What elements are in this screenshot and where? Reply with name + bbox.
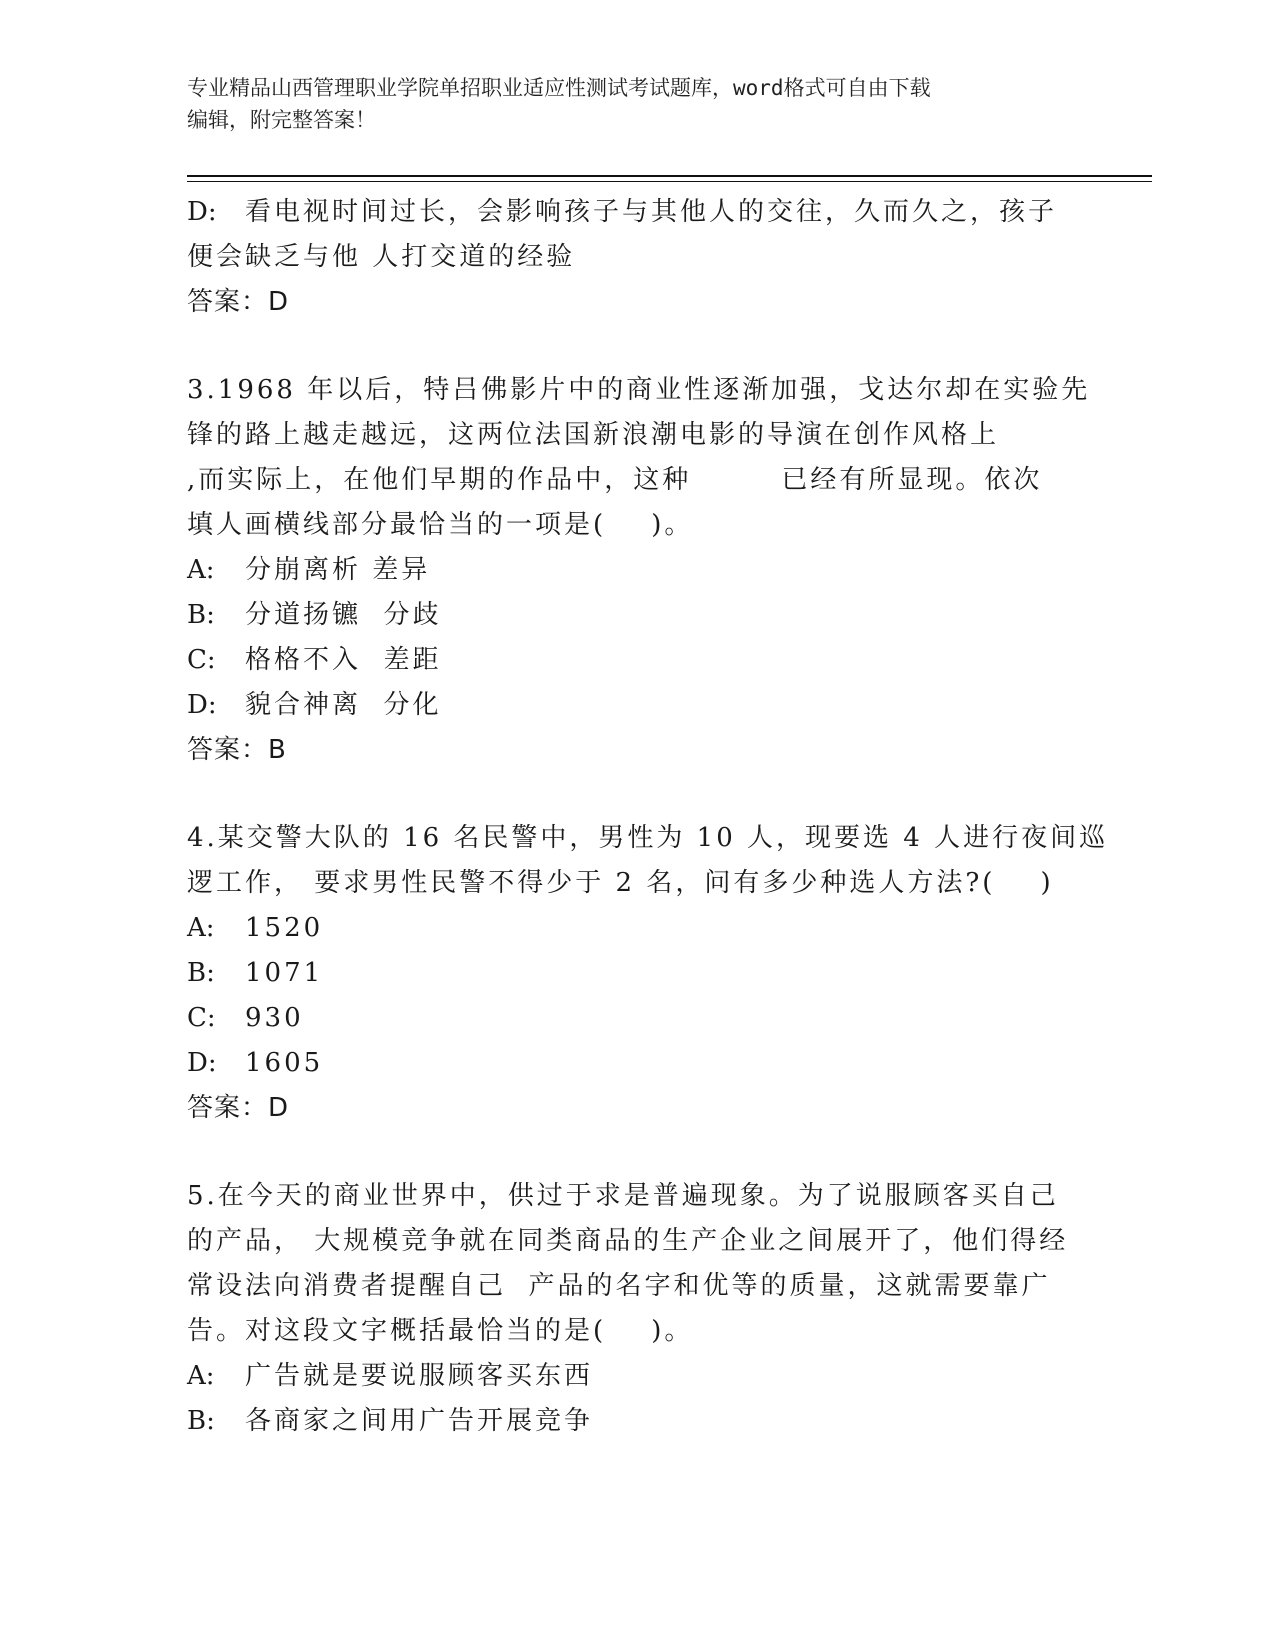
option-letter: B: [187, 600, 215, 630]
option-d [187, 1041, 1077, 1086]
option-b [187, 951, 1077, 996]
question-stem-line: 逻工作， 要求男性民警不得少于 2 名，问有多少种选人方法?( ) [187, 868, 1054, 898]
question-stem-line: 5.在今天的商业世界中，供过于求是普遍现象。为了说服顾客买自己 [187, 1181, 1059, 1211]
option-letter: B: [187, 1406, 215, 1436]
question-2-tail [187, 190, 1077, 325]
question-stem-line: 4.某交警大队的 16 名民警中，男性为 10 人，现要选 4 人进行夜间巡 [187, 823, 1109, 853]
option-c [187, 638, 1077, 683]
option-letter: D: [187, 1048, 217, 1078]
option-d-continuation: 便会缺乏与他 人打交道的经验 [187, 242, 576, 272]
question-stem-line: 告。对这段文字概括最恰当的是( )。 [187, 1316, 694, 1346]
question-5 [187, 1174, 1077, 1444]
option-a [187, 1354, 1077, 1399]
page-header [187, 72, 1087, 136]
option-text: 分崩离析 差异 [245, 555, 431, 585]
option-letter: C: [187, 645, 216, 675]
question-stem-line: 填人画横线部分最恰当的一项是( )。 [187, 510, 694, 540]
question-stem-line: 的产品， 大规模竞争就在同类商品的生产企业之间展开了，他们得经 [187, 1226, 1069, 1256]
option-text: 看电视时间过长，会影响孩子与其他人的交往，久而久之，孩子 [245, 197, 1058, 227]
header-divider-thick [187, 175, 1152, 177]
option-text: 格格不入 差距 [245, 645, 442, 675]
option-text: 各商家之间用广告开展竞争 [245, 1406, 594, 1436]
answer-label: 答案：B [187, 735, 287, 765]
option-letter: C: [187, 1003, 216, 1033]
option-letter: A: [187, 555, 215, 585]
question-content [187, 190, 1109, 1444]
option-d [187, 190, 1077, 235]
option-letter: A: [187, 1361, 215, 1391]
option-text: 广告就是要说服顾客买东西 [245, 1361, 594, 1391]
answer-label: 答案：D [187, 1093, 290, 1123]
option-letter: A: [187, 913, 215, 943]
option-letter: D: [187, 197, 217, 227]
question-3 [187, 368, 1091, 773]
header-divider-thin [187, 181, 1152, 182]
question-stem-line: 3.1968 年以后，特吕佛影片中的商业性逐渐加强，戈达尔却在实验先 [187, 375, 1091, 405]
option-b [187, 1399, 1077, 1444]
header-line-1: 专业精品山西管理职业学院单招职业适应性测试考试题库，word格式可自由下载 [187, 76, 931, 100]
option-text: 1605 [245, 1048, 324, 1078]
answer-label: 答案：D [187, 287, 290, 317]
option-text: 930 [245, 1003, 304, 1033]
option-d [187, 683, 1077, 728]
question-stem-line: 常设法向消费者提醒自己 产品的名字和优等的质量，这就需要靠广 [187, 1271, 1051, 1301]
header-line-2: 编辑，附完整答案！ [187, 108, 376, 132]
option-text: 1071 [245, 958, 324, 988]
option-text: 分道扬镳 分歧 [245, 600, 442, 630]
option-letter: D: [187, 690, 217, 720]
option-a [187, 548, 1077, 593]
option-text: 貌合神离 分化 [245, 690, 442, 720]
question-stem-line: ,而实际上，在他们早期的作品中，这种 已经有所显现。依次 [187, 465, 1043, 495]
option-letter: B: [187, 958, 215, 988]
option-c [187, 996, 1077, 1041]
option-b [187, 593, 1077, 638]
option-a [187, 906, 1077, 951]
option-text: 1520 [245, 913, 324, 943]
question-stem-line: 锋的路上越走越远，这两位法国新浪潮电影的导演在创作风格上 [187, 420, 1000, 450]
question-4 [187, 816, 1109, 1131]
